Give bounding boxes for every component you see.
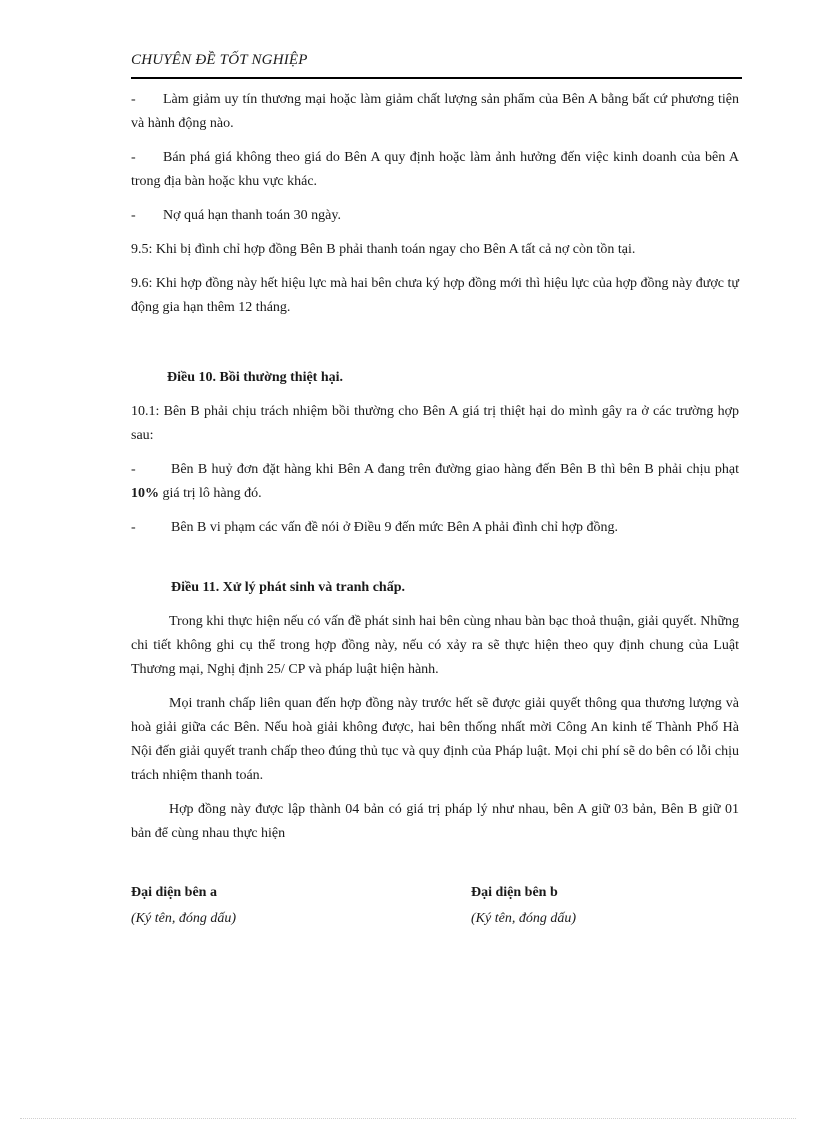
bullet-dash: -	[131, 150, 136, 165]
list-item	[131, 146, 739, 194]
article-11-paragraph-2: Mọi tranh chấp liên quan đến hợp đồng này trước hết sẽ được giải quyết thông qua thương lượng và hoà giải giữa các Bên. Nếu hoà giải không được, hai bên thống nhất mời Công An kinh tế Thành Phố Hà Nội đến giải quyết tranh chấp theo đúng thủ tục và quy định của Pháp luật. Mọi chi phí sẽ do bên có lỗi chịu trách nhiệm thanh toán.	[131, 696, 739, 783]
page-header-title: CHUYÊN ĐỀ TỐT NGHIỆP	[131, 52, 308, 68]
page-bottom-border	[20, 1118, 796, 1119]
signature-block-a	[131, 880, 236, 932]
list-item	[131, 458, 739, 506]
article-11-paragraph-3: Hợp đồng này được lập thành 04 bản có giá trị pháp lý như nhau, bên A giữ 03 bản, Bên B giữ 01 bản để cùng nhau thực hiện	[131, 802, 739, 841]
bullet-text: Làm giảm uy tín thương mại hoặc làm giảm chất lượng sản phẩm của Bên A bằng bất cứ phương tiện và hành động nào.	[131, 92, 739, 131]
bullet-text: Bên B huỷ đơn đặt hàng khi Bên A đang trên đường giao hàng đến Bên B thì bên B phải chịu phạt	[171, 462, 739, 477]
article-11-heading: Điều 11. Xử lý phát sinh và tranh chấp.	[171, 580, 406, 595]
bullet-dash: -	[131, 462, 136, 477]
list-item	[131, 516, 739, 540]
clause-10-1: 10.1: Bên B phải chịu trách nhiệm bồi thường cho Bên A giá trị thiệt hại do mình gây ra ở các trường hợp sau:	[131, 404, 739, 443]
signature-title-a: Đại diện bên a	[131, 885, 217, 900]
document-body	[131, 88, 739, 856]
bullet-dash: -	[131, 520, 136, 535]
signature-title-b: Đại diện bên b	[471, 885, 558, 900]
signature-note-a: (Ký tên, đóng dấu)	[131, 911, 236, 926]
clause-9-5: 9.5: Khi bị đình chỉ hợp đồng Bên B phải thanh toán ngay cho Bên A tất cả nợ còn tồn tại.	[131, 242, 636, 257]
article-11-paragraph-1: Trong khi thực hiện nếu có vấn đề phát sinh hai bên cùng nhau bàn bạc thoả thuận, giải quyết. Những chi tiết không ghi cụ thể trong hợp đồng này, nếu có xảy ra sẽ thực hiện theo quy định chung của Luật Thương mại, Nghị định 25/ CP và pháp luật hiện hành.	[131, 614, 739, 677]
signature-note-b: (Ký tên, đóng dấu)	[471, 911, 576, 926]
bullet-dash: -	[131, 208, 136, 223]
signature-block-b	[471, 880, 576, 932]
list-item	[131, 204, 739, 228]
article-10-heading: Điều 10. Bồi thường thiệt hại.	[167, 370, 344, 385]
bullet-text: Nợ quá hạn thanh toán 30 ngày.	[163, 208, 341, 223]
header-divider	[131, 77, 742, 79]
clause-9-6: 9.6: Khi hợp đồng này hết hiệu lực mà hai bên chưa ký hợp đồng mới thì hiệu lực của hợp đồng này được tự động gia hạn thêm 12 tháng.	[131, 276, 739, 315]
bullet-text: Bán phá giá không theo giá do Bên A quy định hoặc làm ảnh hưởng đến việc kinh doanh của bên A trong địa bàn hoặc khu vực khác.	[131, 150, 739, 189]
list-item	[131, 88, 739, 136]
bullet-text-tail: giá trị lô hàng đó.	[159, 486, 262, 501]
bullet-dash: -	[131, 92, 136, 107]
bullet-text: Bên B vi phạm các vấn đề nói ở Điều 9 đến mức Bên A phải đình chỉ hợp đồng.	[171, 520, 618, 535]
penalty-percent: 10%	[131, 486, 159, 501]
